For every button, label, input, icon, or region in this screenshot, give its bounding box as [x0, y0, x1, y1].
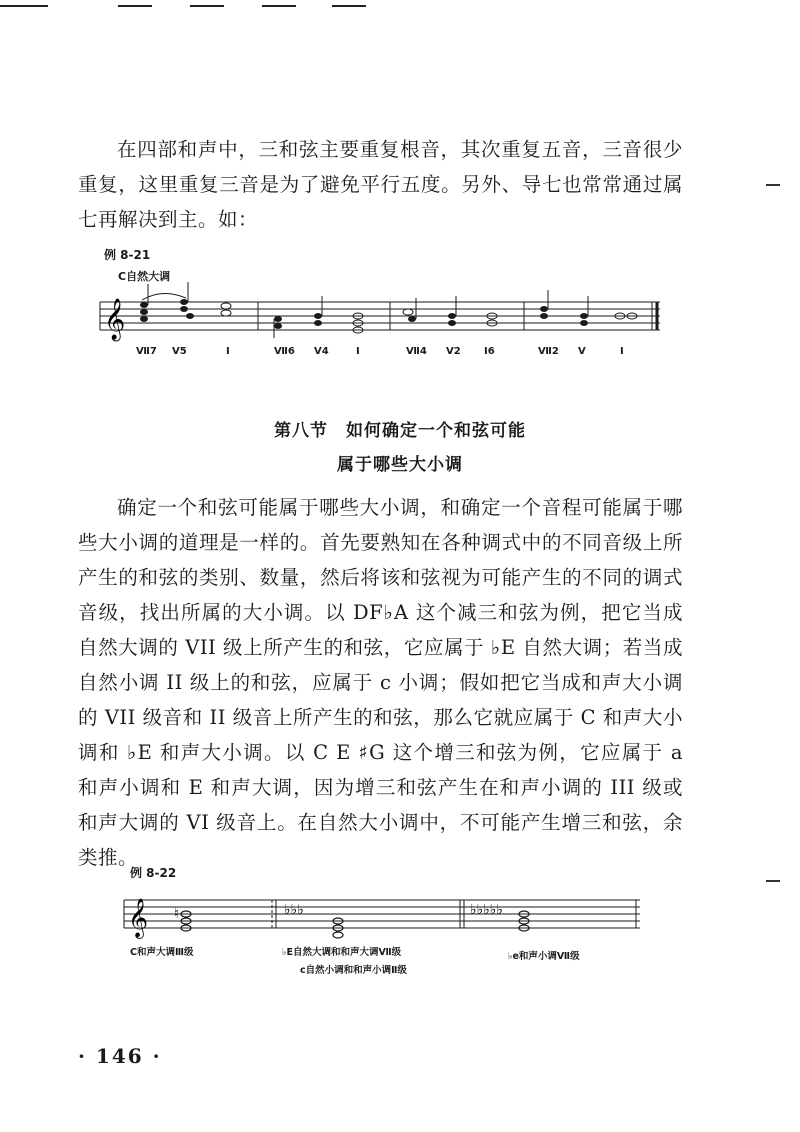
example-label: 例 8-21	[104, 248, 151, 262]
chord-caption: c自然小调和和声小调Ⅱ级	[300, 965, 407, 976]
example-label: 例 8-22	[130, 866, 177, 880]
roman-numeral: Ⅰ	[620, 346, 624, 357]
margin-mark	[766, 880, 780, 882]
chord-caption: ♭e和声小调Ⅶ级	[508, 951, 580, 962]
treble-clef-icon: 𝄞	[128, 898, 149, 938]
roman-numeral: V5	[172, 346, 187, 357]
paragraph-main: 确定一个和弦可能属于哪些大小调，和确定一个音程可能属于哪些大小调的道理是一样的。首先要熟知在各种调式中的不同音级上所产生的和弦的类别、数量，然后将该和弦视为可能产生的不同的调式音级，找出所属的大小调。以 DF♭A 这个减三和弦为例，把它当成自然大调的 VII 级上所产生的和弦，它应属于 ♭E 自然大调；若当成自然小调 II 级上的和弦，应属于 c 小调；假如把它当成和声大小调的 VII 级音和 II 级音上所产生的和弦，那么它就应属于 C 和声大小调和 ♭E 和声大小调。以 C E ♯G 这个增三和弦为例，它应属于 a 和声小调和 E 和声大调，因为增三和弦产生在和声小调的 III 级或和声大调的 VI 级音上。在自然大小调中，不可能产生增三和弦，余类推。	[78, 496, 683, 869]
page-number: · 146 ·	[78, 1044, 162, 1068]
chord-caption: ♭E自然大调和和声大调Ⅶ级	[282, 947, 402, 958]
roman-numeral: Ⅶ6	[274, 346, 295, 357]
music-staff-example-8-22	[124, 888, 646, 940]
treble-clef-icon: 𝄞	[104, 299, 126, 340]
chord-caption: C和声大调Ⅲ级	[130, 947, 194, 958]
roman-numeral: Ⅰ	[226, 346, 230, 357]
roman-numeral: Ⅶ7	[136, 346, 157, 357]
music-staff-example-8-21	[100, 286, 666, 342]
roman-numeral: Ⅶ2	[538, 346, 559, 357]
paragraph-intro: 在四部和声中，三和弦主要重复根音，其次重复五音，三音很少重复，这里重复三音是为了避免平行五度。另外、导七也常常通过属七再解决到主。如：	[78, 138, 683, 231]
flat-icon: ♭♭♭♭♭	[470, 902, 504, 918]
natural-sign-icon: ♮	[174, 906, 180, 922]
roman-numeral: Ⅰ6	[484, 346, 495, 357]
key-label: C自然大调	[118, 270, 171, 283]
roman-numeral: Ⅶ4	[406, 346, 427, 357]
roman-numeral: V2	[446, 346, 461, 357]
margin-mark	[766, 184, 780, 186]
header-rules	[0, 0, 800, 12]
flat-icon: ♭♭♭	[284, 902, 304, 918]
roman-numeral: V4	[314, 346, 329, 357]
section-heading-line-1: 第八节 如何确定一个和弦可能	[274, 421, 526, 441]
roman-numeral: V	[578, 346, 586, 357]
section-heading-line-2: 属于哪些大小调	[337, 455, 463, 475]
roman-numeral: Ⅰ	[356, 346, 360, 357]
